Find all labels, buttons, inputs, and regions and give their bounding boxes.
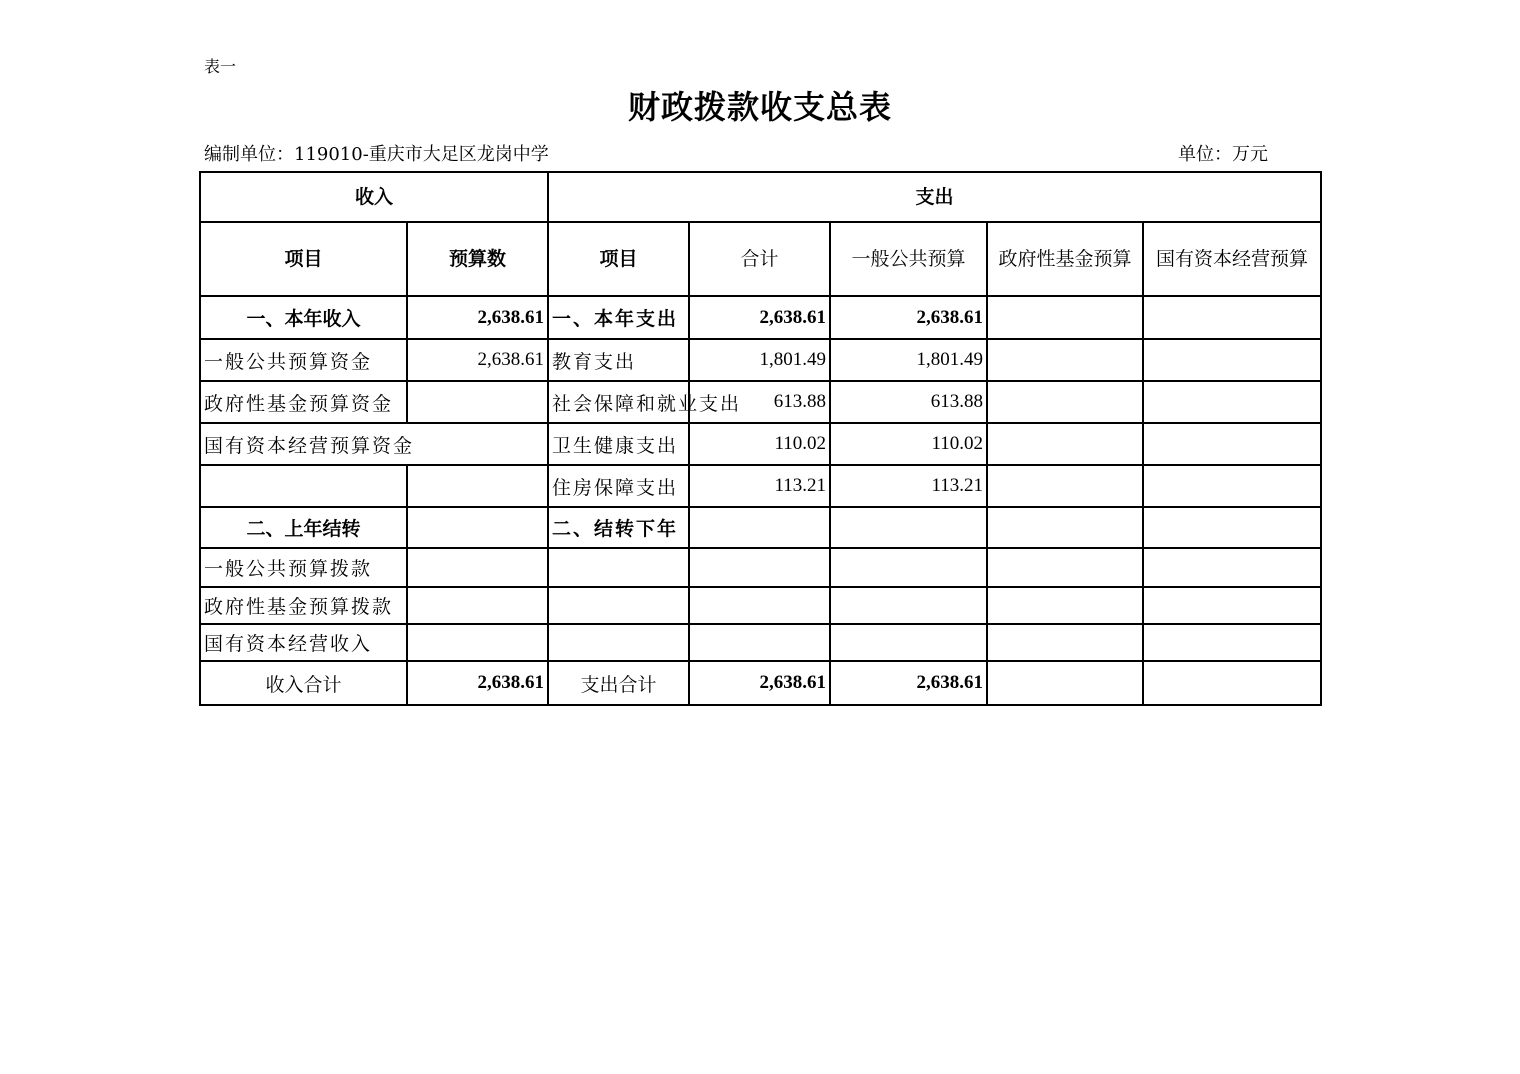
state-capital-header: 国有资本经营预算 (1143, 222, 1321, 296)
expense-item: 社会保障和就业支出 (548, 381, 689, 423)
income-value (407, 548, 548, 587)
budget-table (199, 171, 1322, 706)
fund-value (987, 661, 1143, 705)
fund-budget-header: 政府性基金预算 (987, 222, 1143, 296)
total-value: 2,638.61 (689, 296, 830, 339)
expense-item-header: 项目 (548, 222, 689, 296)
table-row (200, 587, 1321, 624)
income-header: 收入 (200, 172, 548, 222)
general-budget-header: 一般公共预算 (830, 222, 987, 296)
general-value: 1,801.49 (830, 339, 987, 381)
page-title: 财政拨款收支总表 (627, 88, 892, 126)
state-value (1143, 507, 1321, 548)
total-value (689, 548, 830, 587)
currency-unit: 单位：万元 (1178, 144, 1268, 165)
budget-header: 预算数 (407, 222, 548, 296)
general-value: 113.21 (830, 465, 987, 507)
income-item: 一、本年收入 (200, 296, 407, 339)
income-item: 国有资本经营收入 (200, 624, 407, 661)
general-value (830, 548, 987, 587)
state-value (1143, 548, 1321, 587)
table-row (200, 548, 1321, 587)
general-value (830, 624, 987, 661)
income-total-value: 2,638.61 (407, 661, 548, 705)
expense-item: 住房保障支出 (548, 465, 689, 507)
table-row (200, 296, 1321, 339)
table-row (200, 423, 1321, 465)
table-row (200, 339, 1321, 381)
state-value (1143, 423, 1321, 465)
income-item: 一般公共预算拨款 (200, 548, 407, 587)
income-item (200, 465, 407, 507)
state-value (1143, 465, 1321, 507)
header-row-2 (200, 222, 1321, 296)
table-row (200, 507, 1321, 548)
expense-item (548, 624, 689, 661)
table-row (200, 465, 1321, 507)
expense-item: 一、本年支出 (548, 296, 689, 339)
income-item: 政府性基金预算拨款 (200, 587, 407, 624)
totals-row (200, 661, 1321, 705)
state-value (1143, 296, 1321, 339)
fund-value (987, 339, 1143, 381)
fund-value (987, 624, 1143, 661)
fund-value (987, 296, 1143, 339)
total-header: 合计 (689, 222, 830, 296)
fund-value (987, 548, 1143, 587)
total-value: 613.88 (689, 381, 830, 423)
income-total-label: 收入合计 (200, 661, 407, 705)
total-value (689, 587, 830, 624)
expense-item: 二、结转下年 (548, 507, 689, 548)
expense-total-label: 支出合计 (548, 661, 689, 705)
total-value: 113.21 (689, 465, 830, 507)
total-value (689, 624, 830, 661)
income-value: 2,638.61 (407, 296, 548, 339)
table-row (200, 624, 1321, 661)
income-value (407, 624, 548, 661)
compiling-unit: 编制单位：119010-重庆市大足区龙岗中学 (204, 144, 549, 165)
income-item: 二、上年结转 (200, 507, 407, 548)
expense-item: 卫生健康支出 (548, 423, 689, 465)
fund-value (987, 381, 1143, 423)
income-value: 2,638.61 (407, 339, 548, 381)
expense-item: 教育支出 (548, 339, 689, 381)
table-label: 表一 (204, 57, 237, 76)
state-value (1143, 624, 1321, 661)
general-value: 110.02 (830, 423, 987, 465)
table-row (200, 381, 1321, 423)
fund-value (987, 587, 1143, 624)
general-value (830, 587, 987, 624)
total-value (689, 507, 830, 548)
state-value (1143, 587, 1321, 624)
income-value (407, 507, 548, 548)
income-item: 国有资本经营预算资金 (200, 423, 548, 465)
fund-value (987, 423, 1143, 465)
general-value: 613.88 (830, 381, 987, 423)
income-value (407, 381, 548, 423)
expense-item (548, 587, 689, 624)
general-value: 2,638.61 (830, 661, 987, 705)
state-value (1143, 381, 1321, 423)
total-value: 110.02 (689, 423, 830, 465)
total-value: 2,638.61 (689, 661, 830, 705)
income-value (407, 465, 548, 507)
income-item: 一般公共预算资金 (200, 339, 407, 381)
fund-value (987, 465, 1143, 507)
general-value: 2,638.61 (830, 296, 987, 339)
expense-item (548, 548, 689, 587)
state-value (1143, 339, 1321, 381)
header-row-1 (200, 172, 1321, 222)
expense-header: 支出 (548, 172, 1321, 222)
general-value (830, 507, 987, 548)
income-item-header: 项目 (200, 222, 407, 296)
fund-value (987, 507, 1143, 548)
income-item: 政府性基金预算资金 (200, 381, 407, 423)
total-value: 1,801.49 (689, 339, 830, 381)
state-value (1143, 661, 1321, 705)
income-value (407, 587, 548, 624)
